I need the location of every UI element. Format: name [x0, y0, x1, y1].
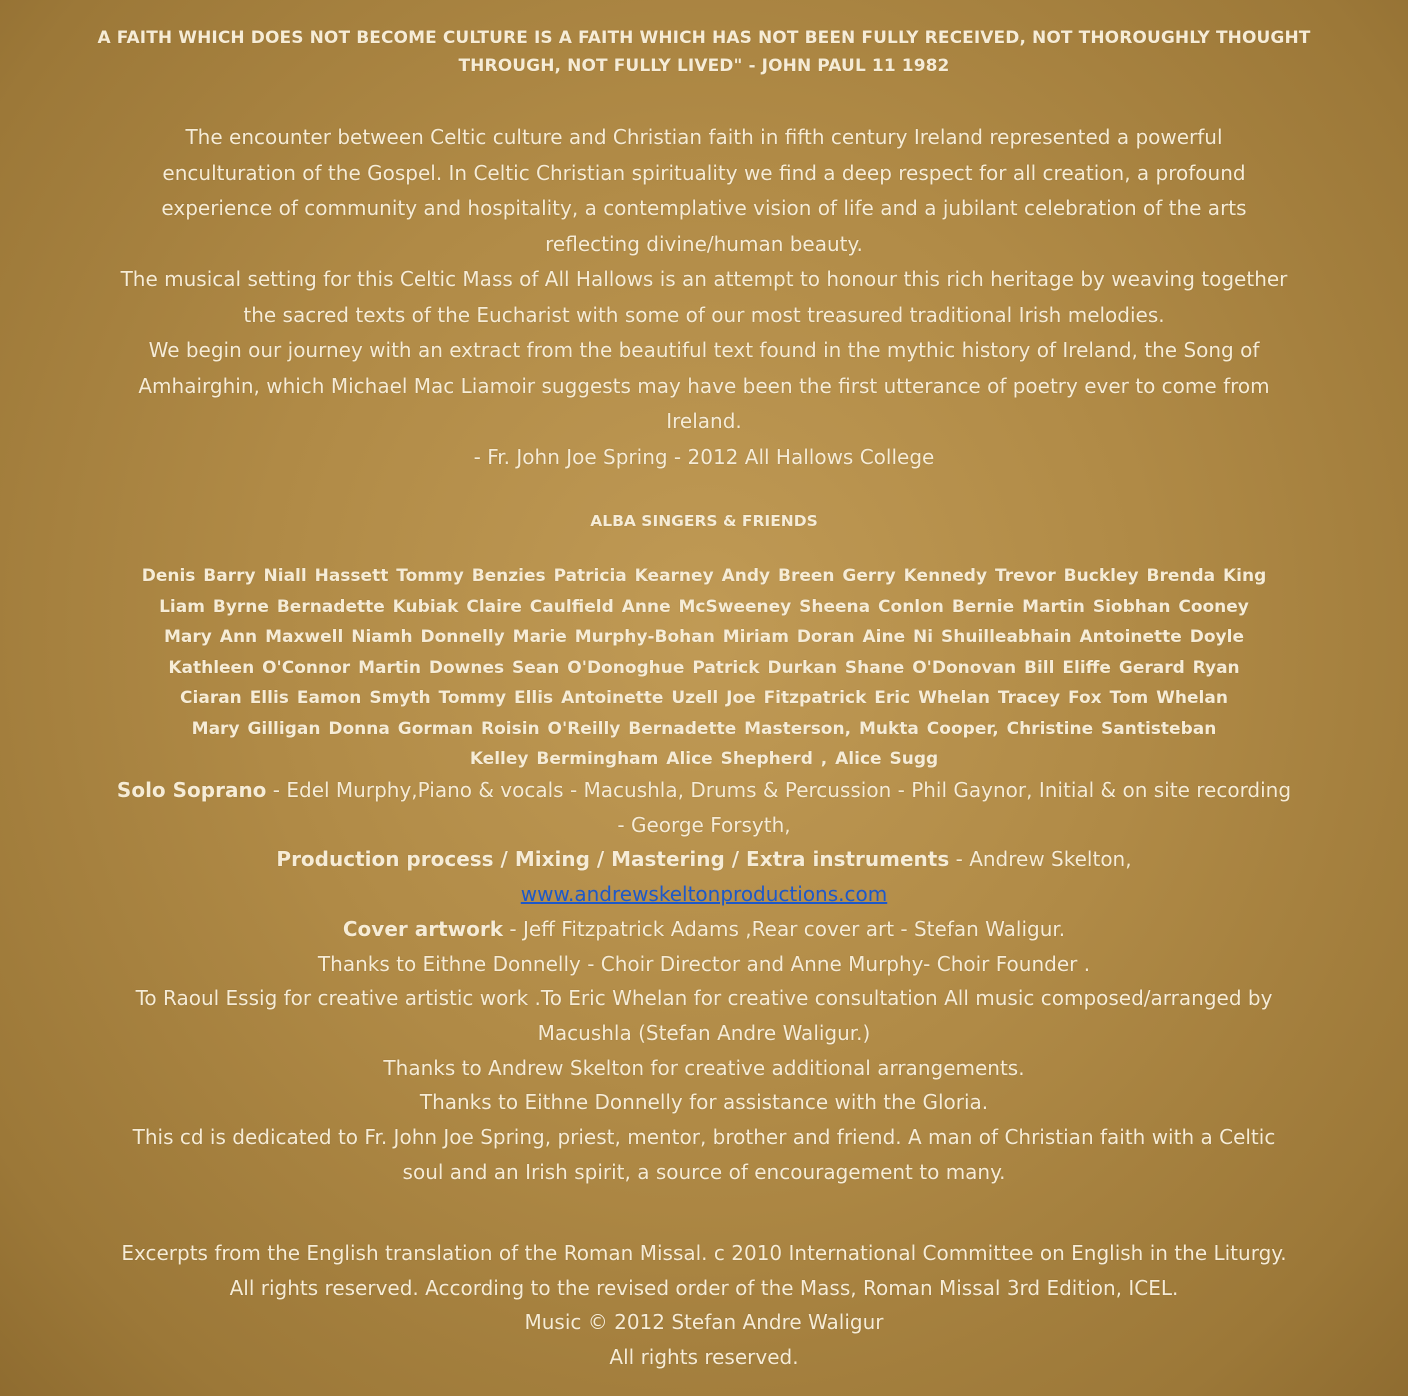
credits-line: Thanks to Eithne Donnelly for assistance with the Gloria.	[419, 1090, 989, 1115]
production-credit	[8, 842, 1400, 877]
production-text: - Andrew Skelton,	[949, 847, 1132, 872]
production-website-link[interactable]: www.andrewskeltonproductions.com	[520, 882, 888, 907]
rights-line: All rights reserved.	[609, 1344, 799, 1369]
production-link-line	[8, 877, 1400, 912]
opening-quote	[20, 24, 1388, 80]
credits-line: To Raoul Essig for creative artistic work .To Eric Whelan for creative consultation All music composed/arranged by	[135, 986, 1273, 1011]
intro-text	[10, 120, 1398, 475]
soprano-label: Solo Soprano	[116, 778, 267, 802]
intro-line: reflecting divine/human beauty.	[545, 231, 863, 256]
soprano-text: - Edel Murphy,Piano & vocals - Macushla, Drums & Percussion - Phil Gaynor, Initial & on site recording	[266, 778, 1292, 802]
credits-line: Macushla (Stefan Andre Waligur.)	[537, 1020, 871, 1045]
credits-section	[8, 773, 1400, 1189]
intro-line: We begin our journey with an extract from the beautiful text found in the mythic history of Ireland, the Song of	[148, 338, 1260, 362]
legal-line: Excerpts from the English translation of the Roman Missal. c 2010 International Committee on English in the Liturgy.	[121, 1241, 1287, 1265]
quote-line: A FAITH WHICH DOES NOT BECOME CULTURE IS A FAITH WHICH HAS NOT BEEN FULLY RECEIVED, NOT THOROUGHLY THOUGHT	[97, 28, 1311, 48]
cover-credit	[8, 912, 1400, 947]
choir-members-list	[20, 561, 1388, 775]
credits-line: Thanks to Andrew Skelton for creative additional arrangements.	[383, 1055, 1025, 1080]
members-line: Liam Byrne Bernadette Kubiak Claire Caulfield Anne McSweeney Sheena Conlon Bernie Martin Siobhan Cooney	[159, 596, 1249, 617]
members-line: Mary Gilligan Donna Gorman Roisin O'Reilly Bernadette Masterson, Mukta Cooper, Christine Santisteban	[191, 718, 1217, 739]
copyright-line: Music © 2012 Stefan Andre Waligur	[524, 1310, 884, 1334]
intro-line: The encounter between Celtic culture and Christian faith in fifth century Ireland represented a powerful	[185, 125, 1223, 149]
legal-line: All rights reserved. According to the revised order of the Mass, Roman Missal 3rd Edition, ICEL.	[229, 1275, 1179, 1300]
quote-line: THROUGH, NOT FULLY LIVED" - JOHN PAUL 11 1982	[458, 56, 950, 76]
legal-notice	[8, 1236, 1400, 1374]
intro-line: The musical setting for this Celtic Mass of All Hallows is an attempt to honour this rich heritage by weaving together	[120, 267, 1288, 291]
credits-line: Thanks to Eithne Donnelly - Choir Director and Anne Murphy- Choir Founder .	[317, 951, 1091, 976]
dedication-line: soul and an Irish spirit, a source of encouragement to many.	[402, 1159, 1006, 1184]
intro-line: Amhairghin, which Michael Mac Liamoir suggests may have been the first utterance of poetry ever to come from	[138, 373, 1270, 398]
members-line: Mary Ann Maxwell Niamh Donnelly Marie Murphy-Bohan Miriam Doran Aine Ni Shuilleabhain Antoinette Doyle	[164, 627, 1244, 647]
intro-line: enculturation of the Gospel. In Celtic Christian spirituality we find a deep respect for all creation, a profound	[162, 160, 1246, 185]
intro-line: experience of community and hospitality, a contemplative vision of life and a jubilant celebration of the arts	[161, 196, 1247, 220]
members-line: Ciaran Ellis Eamon Smyth Tommy Ellis Antoinette Uzell Joe Fitzpatrick Eric Whelan Tracey Fox Tom Whelan	[180, 688, 1228, 708]
soprano-credit	[8, 773, 1400, 808]
members-line: Denis Barry Niall Hassett Tommy Benzies Patricia Kearney Andy Breen Gerry Kennedy Trevor Buckley Brenda King	[141, 566, 1267, 586]
dedication-line: This cd is dedicated to Fr. John Joe Spring, priest, mentor, brother and friend. A man of Christian faith with a Celtic	[132, 1125, 1276, 1150]
soprano-credit-cont: - George Forsyth,	[617, 812, 791, 837]
intro-line: the sacred texts of the Eucharist with some of our most treasured traditional Irish melodies.	[243, 302, 1165, 327]
intro-line: Ireland.	[666, 409, 742, 433]
members-line: Kathleen O'Connor Martin Downes Sean O'Donoghue Patrick Durkan Shane O'Donovan Bill Eliffe Gerard Ryan	[168, 657, 1240, 678]
intro-signature: - Fr. John Joe Spring - 2012 All Hallows College	[473, 444, 935, 469]
choir-heading: ALBA SINGERS & FRIENDS	[590, 512, 818, 530]
production-label: Production process / Mixing / Mastering / Extra instruments	[276, 847, 950, 872]
cover-label: Cover artwork	[342, 916, 504, 941]
members-line: Kelley Bermingham Alice Shepherd , Alice Sugg	[469, 749, 939, 769]
cover-text: - Jeff Fitzpatrick Adams ,Rear cover art - Stefan Waligur.	[503, 916, 1066, 941]
